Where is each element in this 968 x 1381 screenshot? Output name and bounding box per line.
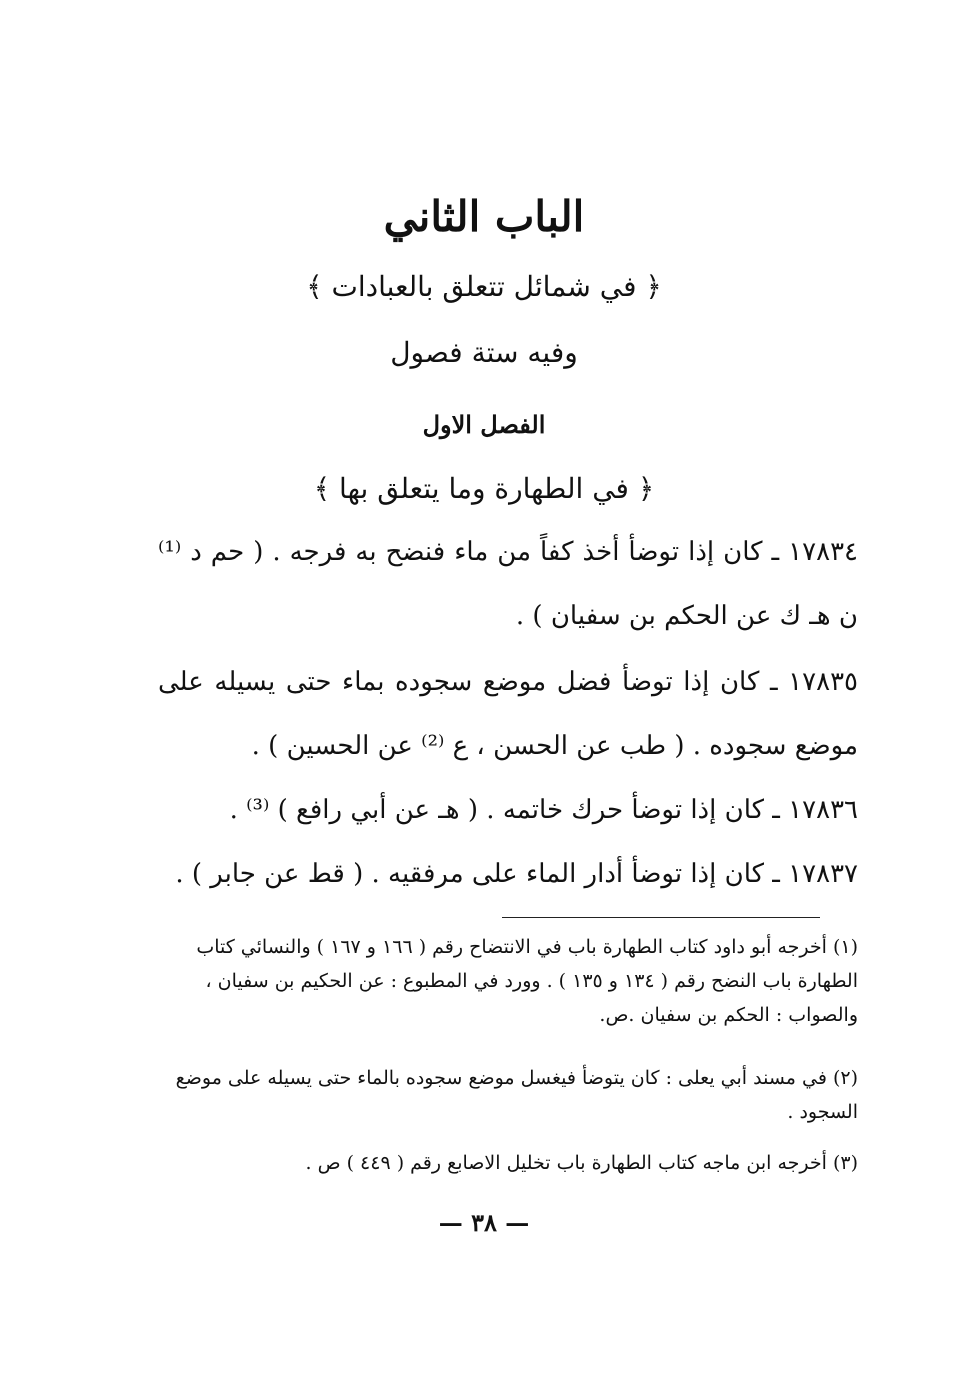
footnote-divider xyxy=(502,917,820,918)
footnote: (٣) أخرجه ابن ماجه كتاب الطهارة باب تخليل الاصابع رقم ( ٤٤٩ ) ص . xyxy=(305,1152,858,1174)
hadith-entry: ١٧٨٣٤ ـ كان إذا توضأ أخذ كفاً من ماء فنضح به فرجه . ( حم د ⁽¹⁾ ن هـ ك عن الحكم بن سفيان ) . xyxy=(158,537,858,631)
hadith-entry: ١٧٨٣٧ ـ كان إذا توضأ أدار الماء على مرفقيه . ( قط عن جابر ) . xyxy=(175,859,858,889)
section-title: الفصل الاول xyxy=(422,410,546,439)
page-number: — ٣٨ — xyxy=(438,1208,530,1237)
section-subtitle: ﴿ في الطهارة وما يتعلق بها ﴾ xyxy=(313,472,655,505)
footnote: (١) أخرجه أبو داود كتاب الطهارة باب في الانتضاح رقم ( ١٦٦ و ١٦٧ ) والنسائي كتاب الطهارة باب النضح رقم ( ١٣٤ و ١٣٥ ) . وورد في المطبوع : عن الحكيم بن سفيان ، والصواب : الحكم بن سفيان .ص. xyxy=(196,936,858,1026)
chapter-title: الباب الثاني xyxy=(383,192,585,241)
chapter-subtitle: ﴿ في شمائل تتعلق بالعبادات ﴾ xyxy=(306,270,662,303)
footnote: (٢) في مسند أبي يعلى : كان يتوضأ فيغسل موضع سجوده بالماء حتى يسيله على موضع السجود . xyxy=(175,1067,858,1123)
hadith-entry: ١٧٨٣٦ ـ كان إذا توضأ حرك خاتمه . ( هـ عن أبي رافع ) ⁽³⁾ . xyxy=(229,795,858,825)
chapter-intro: وفيه ستة فصول xyxy=(390,336,578,369)
hadith-entry: ١٧٨٣٥ ـ كان إذا توضأ فضل موضع سجوده بماء حتى يسيله على موضع سجوده . ( طب عن الحسن ، ع ⁽²⁾ عن الحسين ) . xyxy=(158,667,858,761)
